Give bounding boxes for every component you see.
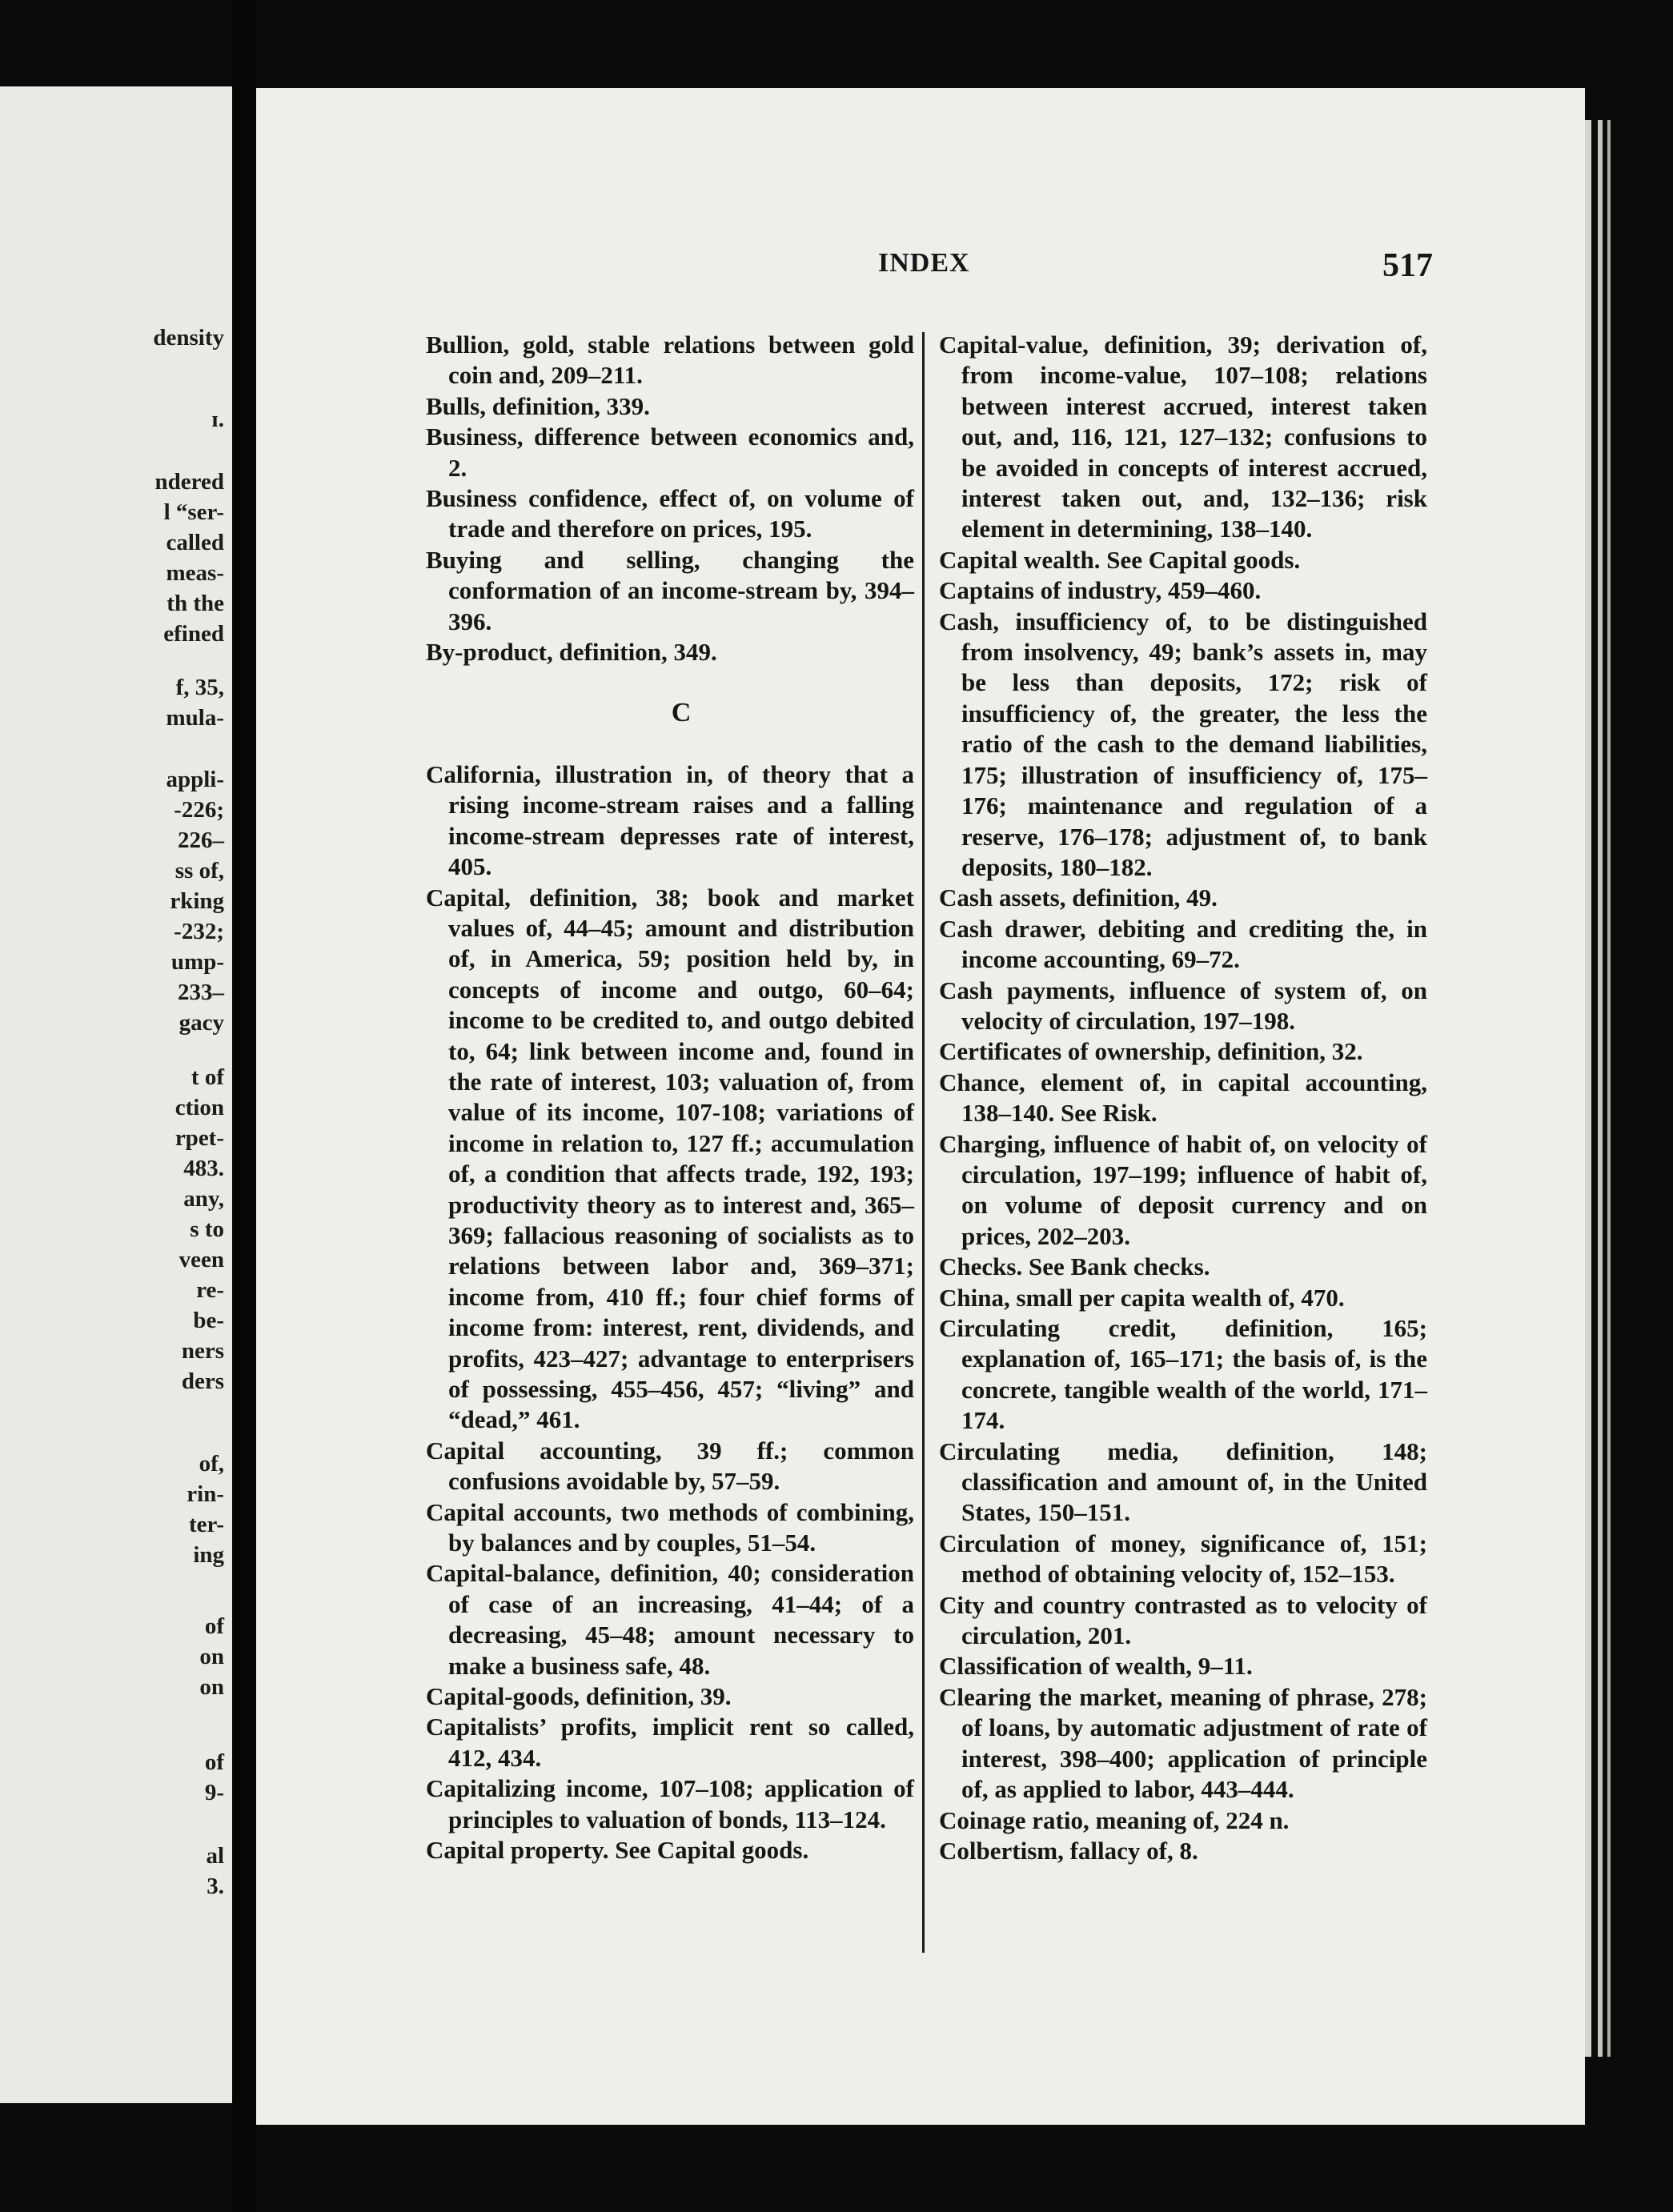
fragment-text: on [199, 1674, 224, 1700]
book-gutter [232, 0, 256, 2212]
page-edge [1607, 120, 1611, 2057]
fragment-text: ss of, [175, 858, 224, 884]
fragment-text: t of [191, 1064, 224, 1090]
fragment-text: th the [166, 591, 224, 616]
fragment-text: ing [193, 1542, 224, 1568]
index-entry: Capital property. See Capital goods. [426, 1836, 809, 1865]
fragment-text: ders [181, 1368, 224, 1394]
index-entry: Chance, element of, in capital accounting, 138–140. See Risk. [939, 1068, 1427, 1128]
fragment-text: mula- [166, 705, 224, 731]
index-entry: Buying and selling, changing the conformation of an income-stream by, 394–396. [426, 545, 914, 635]
index-entry: Certificates of ownership, definition, 32. [939, 1037, 1363, 1066]
fragment-text: ump- [171, 949, 224, 975]
fragment-text: on [199, 1644, 224, 1669]
index-entry: By-product, definition, 349. [426, 638, 717, 667]
fragment-text: ɪ. [211, 407, 224, 432]
index-entry: Capital-value, definition, 39; derivation of, from income-value, 107–108; relations between interest accrued, interest taken out, and, 116, 121, 127–132; confusions to be avoided in concepts of interest accrued, interest taken out, and, 132–136; risk element in determining, 138–140. [939, 331, 1427, 543]
fragment-text: meas- [166, 560, 224, 586]
fragment-text: appli- [166, 767, 224, 792]
index-entry: Capital wealth. See Capital goods. [939, 545, 1301, 574]
index-entry: Capitalizing income, 107–108; application of principles to valuation of bonds, 113–124. [426, 1774, 914, 1833]
index-entry: Charging, influence of habit of, on velocity of circulation, 197–199; influence of habit of, on volume of deposit currency and on prices, 202–203. [939, 1129, 1427, 1250]
fragment-text: 483. [183, 1156, 224, 1181]
facing-page-fragment [0, 86, 232, 2103]
fragment-text: veen [179, 1247, 224, 1272]
index-entry: Classification of wealth, 9–11. [939, 1652, 1253, 1681]
fragment-text: 9- [204, 1780, 224, 1805]
index-entry: Business, difference between economics and, 2. [426, 423, 914, 482]
column-divider [922, 332, 925, 1953]
fragment-text: ndered [154, 469, 224, 495]
index-entry: Cash payments, influence of system of, on velocity of circulation, 197–198. [939, 976, 1427, 1035]
fragment-text: 233– [178, 980, 224, 1005]
fragment-text: rking [170, 888, 224, 914]
fragment-text: density [153, 325, 224, 351]
index-entry: Business confidence, effect of, on volume of trade and therefore on prices, 195. [426, 484, 914, 543]
index-entry: Clearing the market, meaning of phrase, 278; of loans, by automatic adjustment of rate of interest, 398–400; application of principle of, as applied to labor, 443–444. [939, 1682, 1427, 1804]
section-letter: C [671, 698, 692, 728]
index-entry: Cash, insufficiency of, to be distinguished from insolvency, 49; bank’s assets in, may be less than deposits, 172; risk of insufficiency of, the greater, the less the ratio of the cash to the demand liabilities, 175; illustration of insufficiency of, 175–176; maintenance and regulation of a reserve, 176–178; adjustment of, to bank deposits, 180–182. [939, 607, 1427, 881]
index-entry: Capital, definition, 38; book and market values of, 44–45; amount and distribution of, in America, 59; position held by, in concepts of income and outgo, 60–64; income to be credited to, and outgo debited to, 64; link between income and, found in the rate of interest, 103; valuation of, from value of its income, 107-108; variations of income in relation to, 127 ff.; accumulation of, a condition that affects trade, 192, 193; productivity theory as to interest and, 365–369; fallacious reasoning of socialists as to relations between labor and, 369–371; income from, 410 ff.; four chief forms of income from: interest, rent, dividends, and profits, 423–427; advantage to enterprisers of possessing, 455–456, 457; “living” and “dead,” 461. [426, 883, 914, 1434]
index-column-left [426, 330, 914, 1866]
page-edge [1585, 120, 1591, 2057]
page-number: 517 [1382, 247, 1433, 284]
index-entry: Capital-balance, definition, 40; consideration of case of an increasing, 41–44; of a decreasing, 45–48; amount necessary to make a business safe, 48. [426, 1559, 914, 1680]
fragment-text: be- [193, 1308, 224, 1333]
running-head: INDEX [878, 248, 970, 278]
index-entry: Circulating media, definition, 148; classification and amount of, in the United States, 150–151. [939, 1437, 1427, 1527]
index-entry: Bullion, gold, stable relations between gold coin and, 209–211. [426, 331, 914, 390]
index-entry: Cash assets, definition, 49. [939, 884, 1218, 912]
fragment-text: -232; [174, 919, 224, 944]
fragment-text: gacy [179, 1010, 224, 1036]
index-entry: Colbertism, fallacy of, 8. [939, 1836, 1198, 1865]
index-entry: Capital-goods, definition, 39. [426, 1682, 732, 1711]
fragment-text: ter- [189, 1512, 224, 1537]
fragment-text: of [204, 1749, 224, 1775]
index-entry: Captains of industry, 459–460. [939, 576, 1262, 605]
index-entry: Capitalists’ profits, implicit rent so called, 412, 434. [426, 1713, 914, 1772]
fragment-text: f, 35, [175, 675, 224, 700]
index-entry: Circulating credit, definition, 165; explanation of, 165–171; the basis of, is the concrete, tangible wealth of the world, 171–174. [939, 1314, 1427, 1435]
fragment-text: ction [175, 1095, 224, 1120]
fragment-text: -226; [174, 797, 224, 823]
index-entry: Capital accounts, two methods of combining, by balances and by couples, 51–54. [426, 1497, 914, 1557]
fragment-text: of, [199, 1451, 224, 1477]
fragment-text: called [166, 530, 224, 555]
index-entry: Checks. See Bank checks. [939, 1252, 1210, 1281]
index-entry: California, illustration in, of theory that a rising income-stream raises and a falling income-stream depresses rate of interest, 405. [426, 759, 914, 881]
fragment-text: s to [190, 1216, 224, 1242]
index-entry: Circulation of money, significance of, 151; method of obtaining velocity of, 152–153. [939, 1529, 1427, 1589]
fragment-text: re- [196, 1277, 224, 1303]
fragment-text: 226– [178, 827, 224, 853]
fragment-text: al [206, 1843, 224, 1869]
index-entry: City and country contrasted as to velocity of circulation, 201. [939, 1590, 1427, 1650]
fragment-text: of [204, 1613, 224, 1639]
page-edge [1598, 120, 1603, 2057]
index-entry: Cash drawer, debiting and crediting the, in income accounting, 69–72. [939, 914, 1427, 974]
index-entry: Coinage ratio, meaning of, 224 n. [939, 1805, 1290, 1834]
index-entry: Capital accounting, 39 ff.; common confusions avoidable by, 57–59. [426, 1436, 914, 1496]
fragment-text: rin- [187, 1481, 224, 1507]
fragment-text: l “ser- [163, 499, 224, 525]
index-entry: Bulls, definition, 339. [426, 391, 650, 420]
index-entry: China, small per capita wealth of, 470. [939, 1283, 1345, 1312]
fragment-text: rpet- [175, 1125, 224, 1151]
fragment-text: ners [181, 1338, 224, 1364]
fragment-text: 3. [207, 1873, 224, 1899]
fragment-text: efined [163, 621, 224, 647]
index-column-right [939, 330, 1427, 1866]
fragment-text: any, [183, 1186, 224, 1212]
